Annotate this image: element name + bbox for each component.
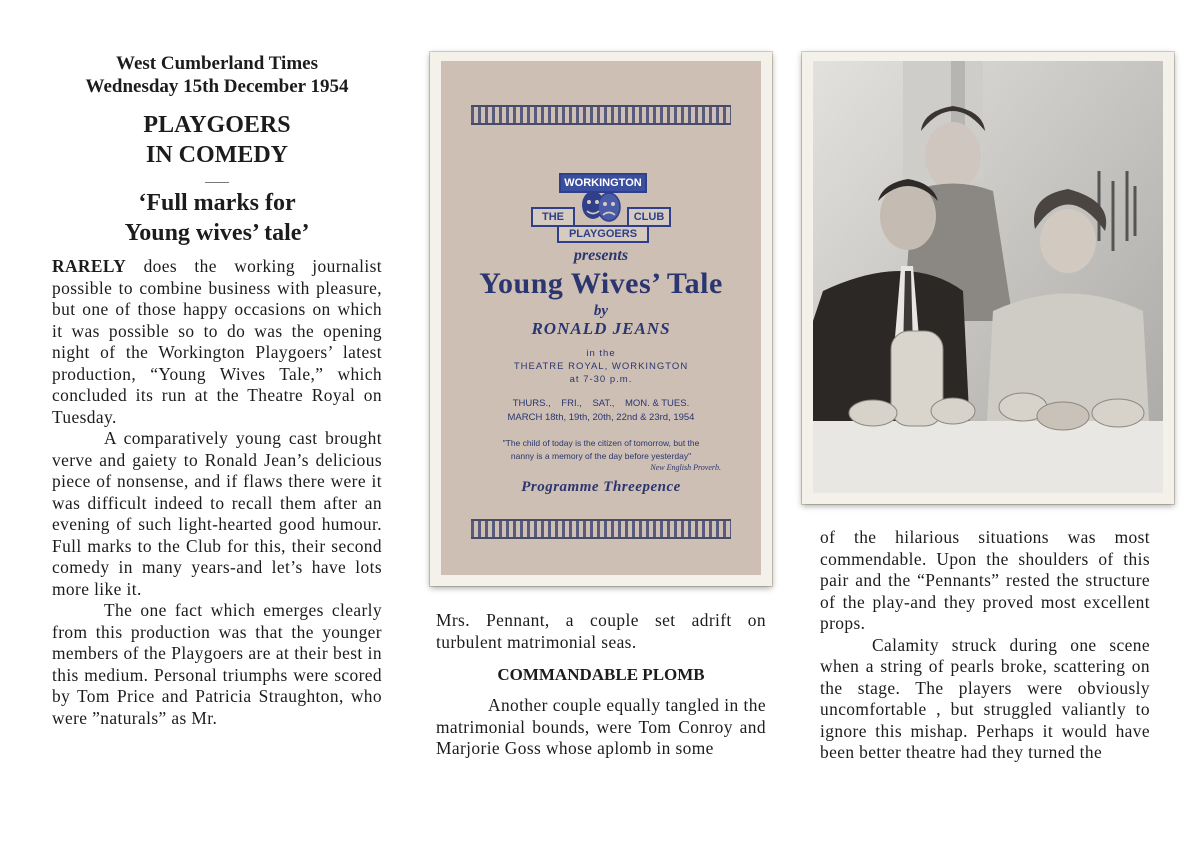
paragraph-text: does the working journalist possible to combine business with pleasure, but one of those happy occasions on which it was possible so to do was the opening night of the Workington Playgoers’ latest production, “Young Wives Tale,” which concluded its run at the Theatre Royal on Tuesday.	[52, 256, 382, 427]
article-column-1	[52, 52, 382, 729]
days-text: THURS., FRI., SAT., MON. & TUES.	[512, 398, 690, 409]
quote-line-1: "The child of today is the citizen of tomorrow, but the	[502, 438, 700, 448]
article-body-col1	[52, 256, 382, 729]
publication-date: Wednesday 15th December 1954	[85, 76, 349, 97]
by-text: by	[593, 303, 609, 319]
paragraph: The one fact which emerges clearly from this production was that the younger members of the Playgoers are at their best in this medium. Personal triumphs were scored by Tom Price and Patricia Straughton, who were ”naturals” as Mr.	[52, 600, 382, 728]
paragraph	[52, 256, 382, 428]
article-body-col2-cont	[436, 695, 766, 760]
article-column-2	[436, 610, 766, 760]
article-body-col3	[820, 527, 1150, 764]
article-body-col2	[436, 610, 766, 653]
time-text: at 7-30 p.m.	[569, 374, 633, 385]
proverb-attribution: New English Proverb.	[650, 463, 721, 472]
decorative-border-bottom	[471, 519, 731, 539]
decorative-border-top	[471, 105, 731, 125]
section-subhead: COMMANDABLE PLOMB	[497, 665, 705, 684]
programme-photo-frame	[430, 52, 772, 586]
subheadline-line-1: ‘Full marks for	[138, 190, 296, 216]
newspaper-name: West Cumberland Times	[116, 53, 318, 74]
playgoers-club-logo	[531, 173, 671, 243]
headline-rule: ____	[205, 170, 229, 184]
dates-text: MARCH 18th, 19th, 20th, 22nd & 23rd, 1954	[507, 412, 695, 423]
cast-photo-image	[813, 61, 1163, 493]
theatre-masks-icon	[579, 187, 623, 227]
article-column-3	[820, 527, 1150, 764]
paragraph: Another couple equally tangled in the matrimonial bounds, were Tom Conroy and Marjorie Goss whose aplomb in some	[436, 695, 766, 758]
headline-line-2: IN COMEDY	[146, 142, 288, 168]
cast-photograph	[813, 61, 1163, 493]
subheadline-line-2: Young wives’ tale’	[124, 220, 310, 246]
play-title: Young Wives’ Tale	[479, 267, 723, 300]
paragraph: of the hilarious situations was most commendable. Upon the shoulders of this pair and the “Pennants” rested the structure of the play-and they proved most excellent props.	[820, 527, 1150, 633]
venue-text: THEATRE ROYAL, WORKINGTON	[513, 361, 689, 372]
lead-word: RARELY	[52, 256, 127, 276]
cast-photo-frame	[802, 52, 1174, 504]
paragraph: Mrs. Pennant, a couple set adrift on turbulent matrimonial seas.	[436, 610, 766, 652]
logo-club: CLUB	[627, 207, 671, 227]
paragraph: Calamity struck during one scene when a string of pearls broke, scattering on the stage. The players were obviously uncomfortable , but struggled valiantly to ignore this mishap. Perhaps it would have been better theatre had they turned the	[820, 634, 1150, 762]
presents-text: presents	[573, 247, 629, 264]
logo-the: THE	[531, 207, 575, 227]
logo-playgoers: PLAYGOERS	[557, 225, 649, 243]
in-the-text: in the	[586, 348, 616, 359]
author-name: RONALD JEANS	[531, 319, 671, 338]
headline-line-1: PLAYGOERS	[143, 112, 291, 138]
programme-price: Programme Threepence	[521, 479, 681, 495]
paragraph: A comparatively young cast brought verve and gaiety to Ronald Jean’s delicious piece of nonsense, and if flaws there were it was difficult indeed to recall them after an evening of such light-hearted good humour. Full marks to the Club for this, their second comedy in many years-and let’s have lots more like it.	[52, 428, 382, 599]
logo-workington: WORKINGTON	[559, 173, 647, 193]
quote-line-2: nanny is a memory of the day before yesterday"	[510, 451, 692, 461]
programme-cover	[441, 61, 761, 575]
